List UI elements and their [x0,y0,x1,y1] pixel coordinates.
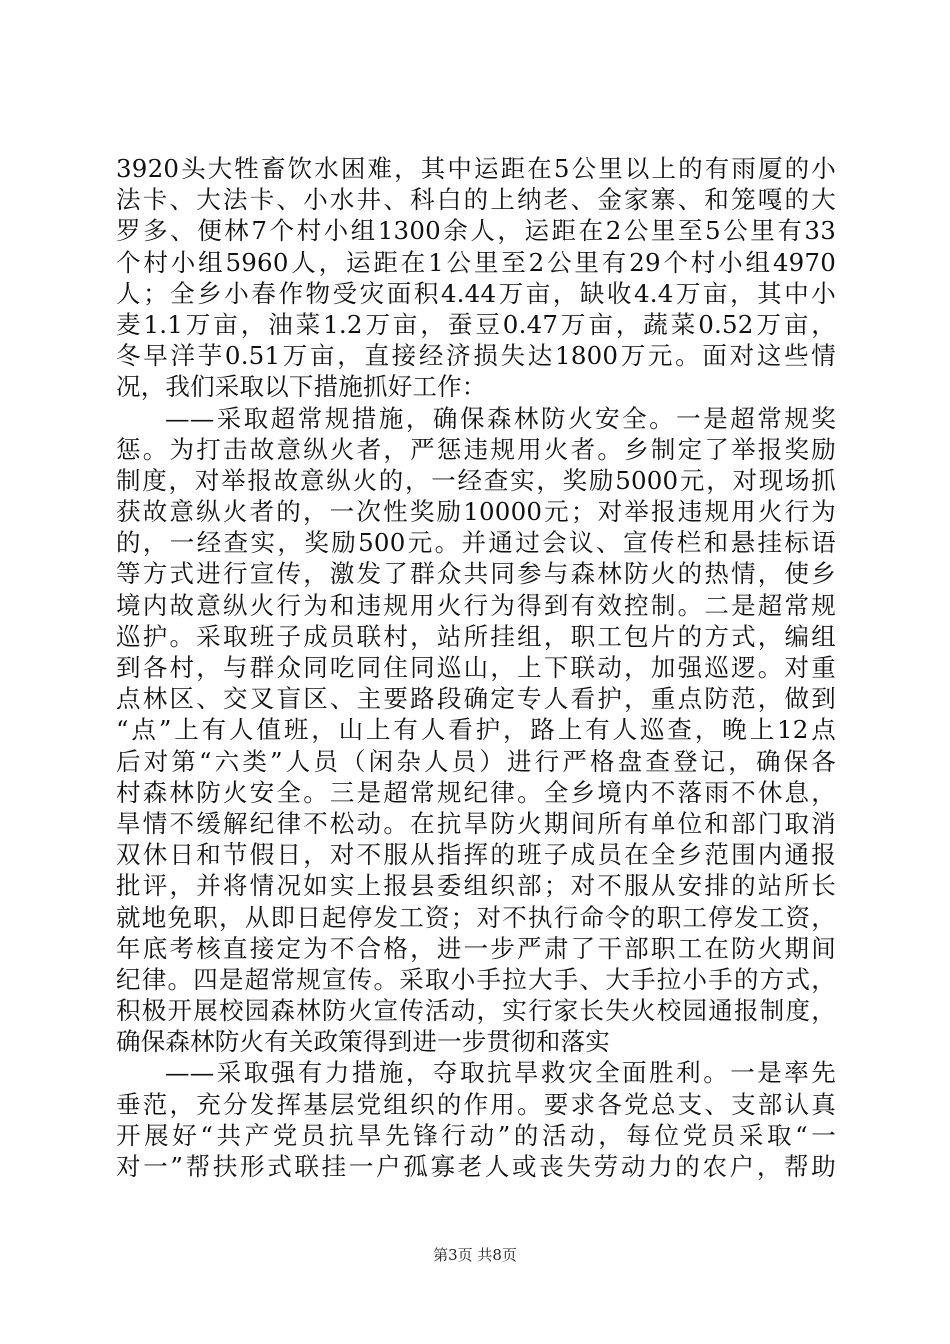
text-line: 惩。为打击故意纵火者，严惩违规用火者。乡制定了举报奖励 [116,434,836,464]
text-line: 积极开展校园森林防火宣传活动，实行家长失火校园通报制度， [116,996,836,1026]
text-line: 旱情不缓解纪律不松动。在抗旱防火期间所有单位和部门取消 [116,808,836,838]
text-line: 确保森林防火有关政策得到进一步贯彻和落实 [116,1027,610,1057]
text-line: 获故意纵火者的，一次性奖励10000元；对举报违规用火行为 [116,497,836,527]
text-line: 到各村，与群众同吃同住同巡山，上下联动，加强巡逻。对重 [116,653,836,682]
text-line: 点林区、交叉盲区、主要路段确定专人看护，重点防范，做到 [116,684,836,714]
text-line: 垂范，充分发挥基层党组织的作用。要求各党总支、支部认真 [116,1089,836,1119]
page-number: 第3页 共8页 [433,1246,517,1264]
text-line: 制度，对举报故意纵火的，一经查实，奖励5000元，对现场抓 [116,465,836,495]
text-line: 巡护。采取班子成员联村，站所挂组，职工包片的方式，编组 [116,621,836,651]
text-line: 纪律。四是超常规宣传。采取小手拉大手、大手拉小手的方式， [116,964,836,994]
body-text [116,153,836,1182]
text-line: 罗多、便林7个村小组1300余人，运距在2公里至5公里有33 [116,216,836,246]
text-line: 境内故意纵火行为和违规用火行为得到有效控制。二是超常规 [116,590,836,620]
text-line: 批评，并将情况如实上报县委组织部；对不服从安排的站所长 [116,871,836,901]
text-line: 对一”帮扶形式联挂一户孤寡老人或丧失劳动力的农户，帮助 [116,1152,836,1181]
paragraph-start-line: ——采取超常规措施，确保森林防火安全。一是超常规奖 [165,403,836,433]
page-footer [0,1245,950,1265]
text-line: 况，我们采取以下措施抓好工作： [116,372,487,402]
text-line: 开展好“共产党员抗旱先锋行动”的活动，每位党员采取“一 [116,1120,836,1150]
text-line: 人；全乡小春作物受灾面积4.44万亩，缺收4.4万亩，其中小 [116,278,836,308]
text-line: 年底考核直接定为不合格，进一步严肃了干部职工在防火期间 [116,933,836,963]
text-line: 3920头大牲畜饮水困难，其中运距在5公里以上的有雨厦的小 [116,154,836,183]
text-line: 的，一经查实，奖励500元。并通过会议、宣传栏和悬挂标语 [116,528,836,558]
text-line: 麦1.1万亩，油菜1.2万亩，蚕豆0.47万亩，蔬菜0.52万亩， [116,309,836,339]
text-line: 双休日和节假日，对不服从指挥的班子成员在全乡范围内通报 [116,840,836,870]
text-line: 村森林防火安全。三是超常规纪律。全乡境内不落雨不休息， [116,777,836,807]
paragraph-start-line: ——采取强有力措施，夺取抗旱救灾全面胜利。一是率先 [165,1058,836,1088]
text-line: 等方式进行宣传，激发了群众共同参与森林防火的热情，使乡 [116,559,836,589]
text-line: “点”上有人值班，山上有人看护，路上有人巡查，晚上12点 [116,715,836,745]
text-line: 法卡、大法卡、小水井、科白的上纳老、金家寨、和笼嘎的大 [116,185,836,215]
text-line: 就地免职，从即日起停发工资；对不执行命令的职工停发工资， [116,902,836,932]
text-line: 冬早洋芋0.51万亩，直接经济损失达1800万元。面对这些情 [116,341,836,371]
text-line: 个村小组5960人，运距在1公里至2公里有29个村小组4970 [116,247,836,277]
text-line: 后对第“六类”人员（闲杂人员）进行严格盘查登记，确保各 [116,746,836,776]
